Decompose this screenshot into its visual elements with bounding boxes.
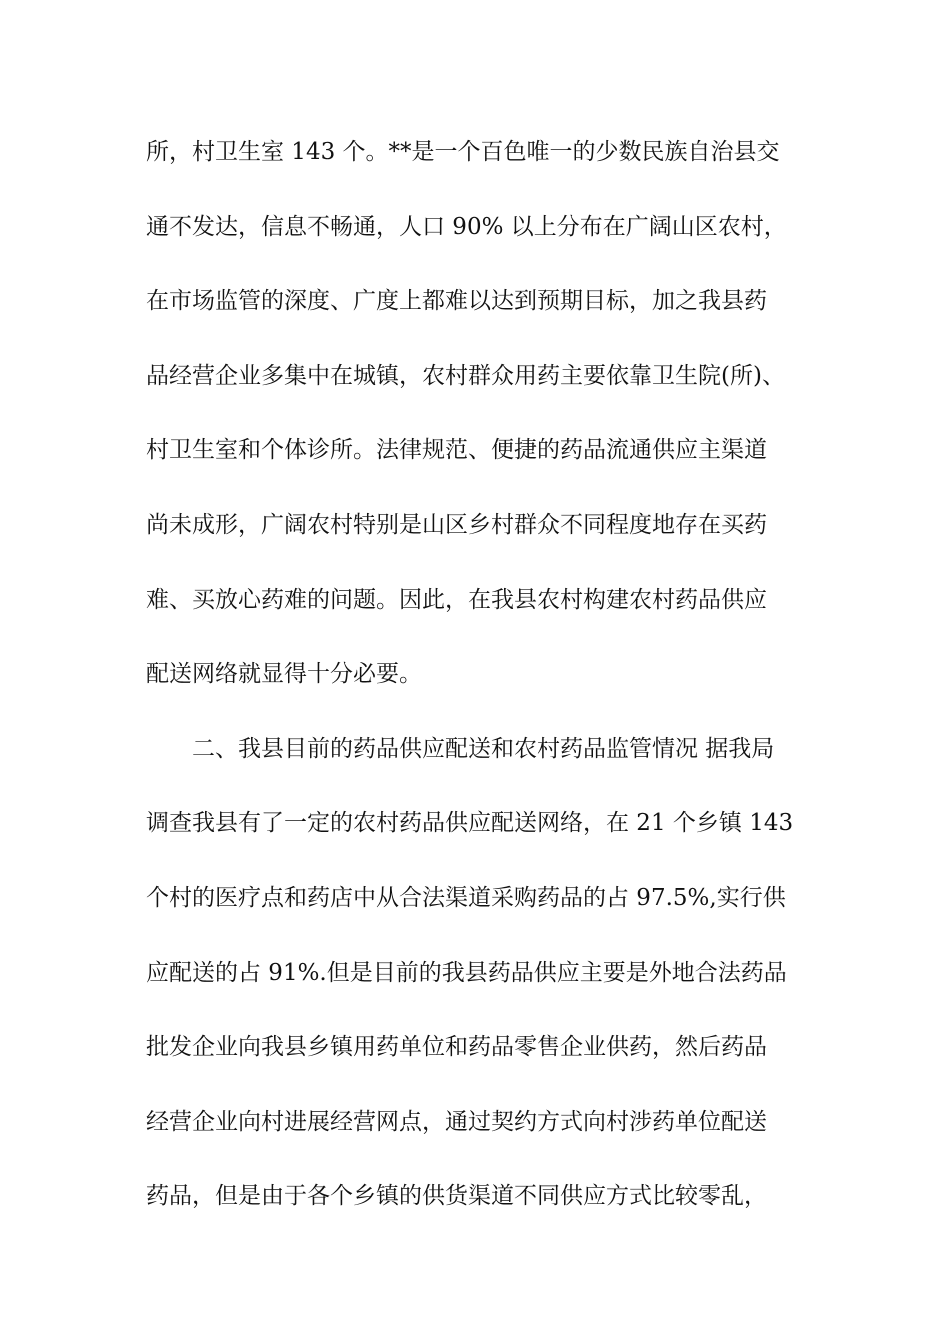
- text-line: 品经营企业多集中在城镇，农村群众用药主要依靠卫生院(所)、: [146, 362, 785, 389]
- text-line: 应配送的占 91%.但是目前的我县药品供应主要是外地合法药品: [146, 959, 787, 986]
- text-line: 配送网络就显得十分必要。: [146, 661, 422, 688]
- text-line: 在市场监管的深度、广度上都难以达到预期目标，加之我县药: [146, 288, 767, 315]
- text-line: 批发企业向我县乡镇用药单位和药品零售企业供药，然后药品: [146, 1034, 767, 1061]
- text-line: 调查我县有了一定的农村药品供应配送网络，在 21 个乡镇 143: [146, 810, 794, 837]
- text-line: 个村的医疗点和药店中从合法渠道采购药品的占 97.5%,实行供: [146, 884, 786, 911]
- text-line: 村卫生室和个体诊所。法律规范、便捷的药品流通供应主渠道: [146, 437, 767, 464]
- section-heading-line: 二、我县目前的药品供应配送和农村药品监管情况 据我局: [192, 735, 775, 762]
- text-line: 所，村卫生室 143 个。**是一个百色唯一的少数民族自治县交: [146, 139, 780, 165]
- text-line: 药品，但是由于各个乡镇的供货渠道不同供应方式比较零乱，: [146, 1183, 767, 1210]
- text-line: 难、买放心药难的问题。因此，在我县农村构建农村药品供应: [146, 586, 767, 613]
- text-line: 尚未成形，广阔农村特别是山区乡村群众不同程度地存在买药: [146, 511, 767, 538]
- body-text: [146, 126, 846, 1245]
- text-line: 通不发达，信息不畅通，人口 90% 以上分布在广阔山区农村，: [146, 213, 787, 240]
- text-line: 经营企业向村进展经营网点，通过契约方式向村涉药单位配送: [146, 1108, 767, 1135]
